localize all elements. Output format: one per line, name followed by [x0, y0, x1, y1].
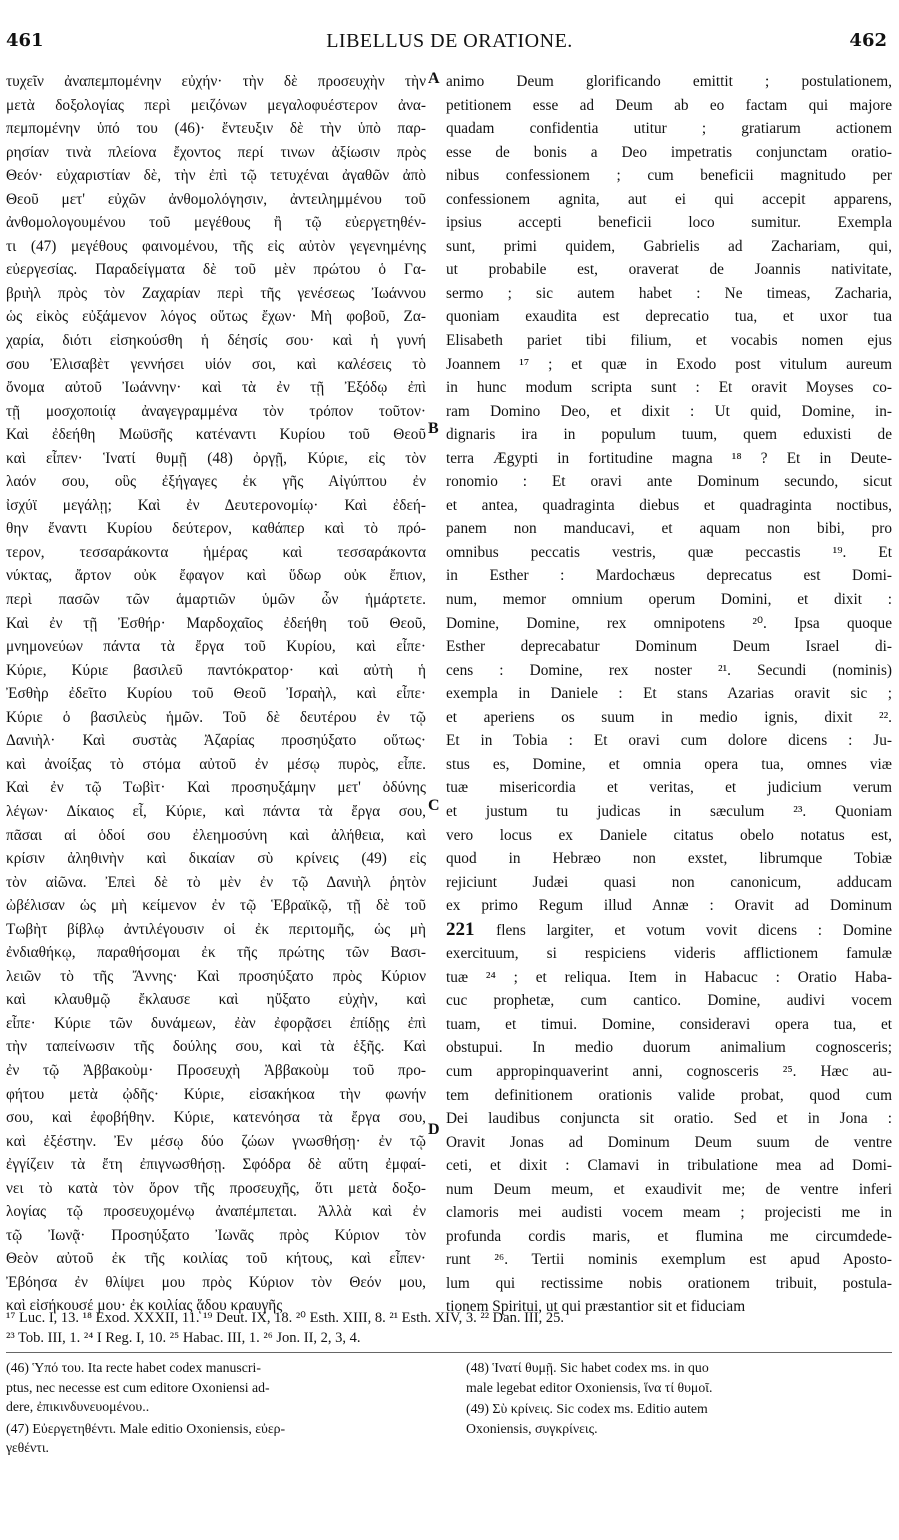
- latin-line: Oravit Jonas ad Dominum Deum suum de ventre: [446, 1133, 892, 1151]
- latin-line: panem non manducavi, et aquam non bibi, pro: [446, 520, 892, 538]
- greek-line: πᾶσαι αἱ ὁδοί σου ἐλεημοσύνη καὶ ἀλήθεια, καὶ: [6, 826, 426, 844]
- greek-line: σου Ἐλισαβὲτ γεννήσει υἱόν σοι, καὶ καλέσεις τὸ: [6, 355, 426, 373]
- greek-line: ἰσχύϊ μεγάλῃ; Καὶ ἐν Δευτερονομίῳ· Καὶ ἐδεή-: [6, 496, 426, 514]
- margin-letter-d: D: [428, 1121, 440, 1138]
- greek-line: Καὶ ἐν τῷ Τωβὶτ· Καὶ προσηυξάμην μετ' ὀδύνης: [6, 779, 426, 797]
- greek-line: σου, καὶ ἐφοβήθην. Κύριε, κατενόησα τὰ ἔργα σου,: [6, 1109, 426, 1127]
- greek-line: τῷ Ἰωνᾷ· Προσηύξατο Ἰωνᾶς πρὸς Κύριον τὸν: [6, 1226, 426, 1244]
- latin-column: [446, 70, 892, 1319]
- footnotes-right: [466, 1358, 892, 1440]
- latin-line: quoniam exaudita est deprecatio tua, et uxor tua: [446, 308, 892, 326]
- latin-line: sunt, primi quidem, Gabrielis ad Zachariam, qui,: [446, 237, 892, 255]
- latin-line: lum qui rectissime nobis orationem tribuit, postula-: [446, 1274, 892, 1292]
- latin-line: Et in Tobia : Et oravi cum dolore dicens : Ju-: [446, 732, 892, 750]
- footnote-line: (48) Ἱνατί θυμῇ. Sic habet codex ms. in quo: [466, 1360, 709, 1375]
- greek-line: Θεόν· εὐχαριστίαν δὲ, τὴν ἐπὶ τῷ τετυχέναι ἀγαθῶν ἀπὸ: [6, 167, 426, 185]
- latin-line: cum appropinquaverint anni, cognosceris ²⁵. Hæc au-: [446, 1062, 892, 1080]
- footnote-line: (47) Εὐεργετηθέντι. Male editio Oxoniensis, εὐερ-: [6, 1420, 286, 1436]
- latin-line: ram Domino Deo, et dixit : Ut quid, Domine, in-: [446, 402, 892, 420]
- latin-line: num Deum meum, et exaudivit me; de ventre inferi: [446, 1180, 892, 1198]
- latin-line: nibus confessionem ; cum beneficii magnitudo per: [446, 167, 892, 185]
- greek-line: λογίας τῷ προσευχομένῳ ἀναπέμπεται. Ἀλλὰ καὶ ἐν: [6, 1203, 426, 1221]
- latin-line: ronomio : Et oravi ante Dominum secundo, sicut: [446, 473, 892, 491]
- greek-line: Καὶ ἐν τῇ Ἐσθήρ· Μαρδοχαῖος ἐδεήθη τοῦ Θεοῦ,: [6, 614, 426, 632]
- footnotes-left: [6, 1358, 426, 1460]
- running-title: LIBELLUS DE ORATIONE.: [326, 30, 573, 52]
- footnote-line: Oxoniensis, συγκρίνεις.: [466, 1420, 598, 1436]
- greek-line: Ἐσθὴρ ἐδεῖτο Κυρίου τοῦ Θεοῦ Ἰσραὴλ, καὶ εἶπε·: [6, 685, 426, 703]
- greek-line: περὶ πασῶν τῶν ἁμαρτιῶν ὑμῶν ὧν ἡμάρτετε.: [6, 591, 426, 609]
- greek-line: πεμπομένην ὑπό του (46)· ἔντευξιν δὲ τὴν ὑπὸ παρ-: [6, 120, 426, 138]
- greek-line: καὶ κλαυθμῷ ἔκλαυσε καὶ ηὔξατο εὐχὴν, καὶ: [6, 991, 426, 1009]
- right-page-number: 462: [849, 30, 887, 51]
- latin-line: et antea, quadraginta diebus et quadraginta noctibus,: [446, 496, 892, 514]
- greek-line: θην ἔναντι Κυρίου δεύτερον, καθάπερ καὶ τὸ πρό-: [6, 520, 426, 538]
- latin-line: Dei laudibus conjuncta sit oratio. Sed et in Jona :: [446, 1110, 892, 1128]
- greek-line: Δανιὴλ· Καὶ συστὰς Ἀζαρίας προσηύξατο οὕτως·: [6, 732, 426, 750]
- latin-line: obstupui. In medio duorum animalium cognosceris;: [446, 1039, 892, 1057]
- greek-line: ὠβέλισαν ὡς μὴ κείμενον ἐν τῷ Ἑβραϊκῷ, τῇ δὲ τοῦ: [6, 897, 426, 915]
- greek-line: ἐνδιαθήκῳ, παραθήσομαι ἐκ τῆς πρώτης τῶν Βασι-: [6, 944, 426, 962]
- footnote-line: (49) Σὺ κρίνεις. Sic codex ms. Editio autem: [466, 1401, 708, 1416]
- latin-line: tionem Spiritui, ut qui præstantior sit et fiduciam: [446, 1298, 746, 1316]
- latin-line: dignaris ira in populum tuum, quem eduxisti de: [446, 426, 892, 444]
- latin-line: omnibus peccatis vestris, quæ peccastis ¹⁹. Et: [446, 543, 892, 561]
- latin-line: cuc prophetæ, cum cantico. Domine, audivi vocem: [446, 992, 892, 1010]
- latin-line: clamoris mei audisti vocem meam ; projecisti me in: [446, 1204, 892, 1222]
- greek-line: μετὰ δοξολογίας περὶ μειζόνων μεγαλοφυέστερον ἀνα-: [6, 96, 426, 114]
- latin-line: stus es, Domine, et omnia opera tua, omnes viæ: [446, 755, 892, 773]
- footnote-line: ptus, nec necesse est cum editore Oxoniensi ad-: [6, 1379, 270, 1395]
- latin-line: quadam confidentia utitur ; gratiarum actionem: [446, 120, 892, 138]
- footnote-line: (46) Ὑπό του. Ita recte habet codex manuscri-: [6, 1360, 261, 1375]
- latin-line: et justum tu judicas in sæculum ²³. Quoniam: [446, 802, 892, 820]
- latin-line: quod in Hebræo non exstet, librumque Tobiæ: [446, 850, 892, 868]
- greek-line: καὶ ἐξέστην. Ἐν μέσῳ δύο ζώων γνωσθήσῃ· ἐν τῷ: [6, 1132, 426, 1150]
- greek-line: ρησίαν τινὰ πλείονα ἔχοντος περί τινων ἀξίωσιν πρὸς: [6, 143, 426, 161]
- greek-line: λαόν σου, οὓς ἐξήγαγες ἐκ γῆς Αἰγύπτου ἐν: [6, 473, 426, 491]
- greek-line: καὶ ἀνοίξας τὸ στόμα αὐτοῦ ἐν μέσῳ πυρὸς, εἶπε.: [6, 755, 426, 773]
- latin-line: animo Deum glorificando emittit ; postulationem,: [446, 73, 892, 90]
- latin-line: ipsius accepti beneficii loco sumitur. Exempla: [446, 214, 892, 232]
- greek-line: Κύριε, Κύριε βασιλεῦ παντόκρατορ· καὶ αὐτὴ ἡ: [6, 661, 426, 679]
- latin-line: 221 flens largiter, et votum vovit dicens : Domine: [446, 918, 893, 940]
- greek-line: ὡς εἰκὸς εὐξάμενον λόγος οὕτως ἔχων· Μὴ φοβοῦ, Ζα-: [6, 308, 426, 326]
- greek-line: τι (47) μεγέθους φαινομένου, τῆς εἰς αὐτὸν γεγενημένης: [6, 237, 426, 255]
- greek-line: Ἐβόησα ἐν θλίψει μου πρὸς Κύριον τὸν Θεόν μου,: [6, 1273, 426, 1291]
- margin-letter-a: A: [428, 70, 440, 87]
- greek-line: Θεὸν αὐτοῦ ἐκ τῆς κοιλίας τοῦ κήτους, καὶ εἶπεν·: [6, 1250, 426, 1268]
- footnote: [6, 1419, 426, 1458]
- greek-line: Τωβὴτ βίβλῳ ἀντιλέγουσιν οἱ ἐκ περιτομῆς, ὡς μὴ: [6, 920, 426, 938]
- scripture-references: [6, 1308, 892, 1348]
- latin-line: tem definitionem orationis valide probat, quod cum: [446, 1086, 892, 1104]
- latin-line: in hunc modum scripta sunt : Et oravit Moyses co-: [446, 379, 892, 397]
- latin-line: confessionem agnita, aut ei qui accepit apparens,: [446, 190, 892, 208]
- margin-letter-b: B: [428, 420, 439, 437]
- footnote-line: γεθέντι.: [6, 1440, 50, 1455]
- greek-line: νύκτας, ἄρτον οὐκ ἔφαγον καὶ ὕδωρ οὐκ ἔπιον,: [6, 567, 426, 585]
- latin-line: ceti, et dixit : Clamavi in tribulatione mea ad Domi-: [446, 1157, 892, 1175]
- greek-line: τερον, τεσσαράκοντα ἡμέρας καὶ τεσσαράκοντα: [6, 543, 426, 561]
- latin-line: Esther deprecabatur Dominum Deum Israel di-: [446, 638, 892, 656]
- latin-line: in Esther : Mardochæus deprecatus est Domi-: [446, 567, 892, 585]
- greek-line: φήτου μετὰ ᾠδῆς· Κύριε, εἰσακήκοα τὴν φωνήν: [6, 1085, 426, 1103]
- greek-line: μνημονεύων πάντα τὰ ἔργα τοῦ Κυρίου, καὶ εἶπε·: [6, 638, 426, 656]
- latin-line: ut probabile est, oraverat de Joannis nativitate,: [446, 261, 892, 279]
- latin-line: tuæ misericordia et veritas, et judicium verum: [446, 779, 892, 797]
- latin-line: terra Ægypti in fortitudine magna ¹⁸ ? Et in Deute-: [446, 449, 892, 467]
- greek-line: χαρία, διότι εἰσηκούσθη ἡ δέησίς σου· καὶ ἡ γυνή: [6, 332, 426, 350]
- scripture-ref-line: ²³ Tob. III, 1. ²⁴ I Reg. I, 10. ²⁵ Habac. III, 1. ²⁶ Jon. II, 2, 3, 4.: [6, 1330, 361, 1346]
- latin-line: tuæ ²⁴ ; et reliqua. Item in Habacuc : Oratio Haba-: [446, 968, 892, 986]
- latin-line: num, memor omnium operum Domini, et dixit :: [446, 591, 892, 609]
- latin-line: vero locus ex Daniele citatus obelo notatus est,: [446, 826, 892, 844]
- greek-line: Θεοῦ μετ' εὐχῶν ἀνθομολόγησιν, ἀντειλημμένου τοῦ: [6, 190, 426, 208]
- greek-line: τὴν ταπείνωσιν τῆς δούλης σου, καὶ τὰ ἑξῆς. Καὶ: [6, 1038, 426, 1056]
- latin-line: exercituum, si respiciens videris afflictionem famulæ: [446, 945, 892, 963]
- greek-line: ἐγγίζειν τὰ ἔτη ἐπιγνωσθήσῃ. Σφόδρα δὲ αὕτη ἐμφαί-: [6, 1156, 426, 1174]
- latin-line: cens : Domine, rex noster ²¹. Secundi (nominis): [446, 661, 892, 679]
- page-header: [0, 30, 899, 56]
- greek-line: κρίσιν ἀληθινὴν καὶ δικαίαν σὺ κρίνεις (49) εἰς: [6, 850, 426, 868]
- greek-line: τῇ μοσχοποιίᾳ ἀναγεγραμμένα τὸν τρόπον τοῦτον·: [6, 402, 426, 420]
- greek-line: Κύριε ὁ βασιλεὺς ἡμῶν. Τοῦ δὲ δευτέρου ἐν τῷ: [6, 708, 426, 726]
- latin-line: ex primo Regum illud Annæ : Oravit ad Dominum: [446, 897, 892, 915]
- greek-line: ὄνομα αὐτοῦ Ἰωάννην· καὶ τὰ ἐν τῇ Ἐξόδῳ ἐπὶ: [6, 379, 426, 397]
- greek-column: [6, 70, 426, 1318]
- column-number: 221: [446, 918, 497, 940]
- greek-line: ἀνθομολογουμένου τοῦ μεγέθους ἢ τῷ εὐεργετηθέν-: [6, 214, 426, 232]
- latin-line: Domine, Domine, rex omnipotens ²⁰. Ipsa quoque: [446, 614, 892, 632]
- footnote: [466, 1358, 892, 1397]
- greek-line: καὶ εἰσήκουσέ μου· ἐκ κοιλίας ᾅδου κραυγῆς: [6, 1297, 283, 1315]
- latin-line: profunda cordis maris, et flumina me circumdede-: [446, 1227, 892, 1245]
- greek-line: εἶπε· Κύριε τῶν δυνάμεων, ἐὰν ἐφορᾷσει ἐπίδῃς ἐπὶ: [6, 1014, 426, 1032]
- margin-letter-c: C: [428, 797, 440, 814]
- latin-line: exempla in Daniele : Et stans Azarias oravit sic ;: [446, 685, 892, 703]
- latin-line: esse de bonis a Deo impetratis conjunctam oratio-: [446, 143, 892, 161]
- greek-line: ἐν τῷ Ἀββακοὺμ· Προσευχὴ Ἀββακοὺμ τοῦ προ-: [6, 1061, 426, 1079]
- greek-line: βριὴλ πρὸς τὸν Ζαχαρίαν περὶ τῆς γενέσεως Ἰωάννου: [6, 284, 426, 302]
- latin-line: et aperiens os suum in medio ignis, dixit ²².: [446, 708, 892, 726]
- latin-line: tuam, et timui. Domine, consideravi opera tua, et: [446, 1015, 892, 1033]
- latin-line: sermo ; sic autem habet : Ne timeas, Zacharia,: [446, 284, 892, 302]
- footnote: [466, 1399, 892, 1438]
- latin-line: rejiciunt Judæi quasi non canonicum, adducam: [446, 873, 892, 891]
- latin-line: runt ²⁶. Tertii nominis exemplum est apud Aposto-: [446, 1251, 892, 1269]
- greek-line: νει τὸ κατὰ τὸν ὅρον τῆς προσευχῆς, ὅτι μετὰ δοξο-: [6, 1179, 426, 1197]
- footnote: [6, 1358, 426, 1417]
- left-page-number: 461: [6, 30, 44, 51]
- greek-line: λέγων· Δίκαιος εἶ, Κύριε, καὶ πάντα τὰ ἔργα σου,: [6, 802, 426, 820]
- footnote-rule: [6, 1352, 892, 1353]
- latin-line: Elisabeth pariet tibi filium, et vocabis nomen ejus: [446, 332, 892, 350]
- greek-line: καὶ εἶπεν· Ἱνατί θυμῇ (48) ὀργῇ, Κύριε, εἰς τὸν: [6, 449, 426, 467]
- footnote-line: male legebat editor Oxoniensis, ἵνα τί θυμοῖ.: [466, 1379, 713, 1395]
- footnote-line: dere, ἐπικινδυνευομένου..: [6, 1399, 150, 1414]
- greek-line: τὸν αἰῶνα. Ἐπεὶ δὲ τὸ μὲν ἐν τῷ Δανιὴλ ῥητὸν: [6, 873, 426, 891]
- greek-line: λειῶν τὸ τῆς Ἄννης· Καὶ προσηύξατο πρὸς Κύριον: [6, 967, 426, 985]
- greek-line: εὐεργεσίας. Παραδείγματα δὲ τοῦ μὲν πρώτου ὁ Γα-: [6, 261, 426, 279]
- scripture-ref-line: ¹⁷ Luc. I, 13. ¹⁸ Exod. XXXII, 11. ¹⁹ Deut. IX, 18. ²⁰ Esth. XIII, 8. ²¹ Esth. XIV, 3. ²² Dan. III, 25.: [6, 1310, 564, 1326]
- latin-line: petitionem esse ad Deum ab eo factam qui majore: [446, 96, 892, 114]
- latin-line: Joannem ¹⁷ ; et quæ in Exodo post vitulum aureum: [446, 355, 892, 373]
- greek-line: τυχεῖν ἀναπεμπομένην εὐχήν· τὴν δὲ προσευχὴν τὴν: [6, 73, 426, 90]
- greek-line: Καὶ ἐδεήθη Μωϋσῆς κατέναντι Κυρίου τοῦ Θεοῦ: [6, 426, 426, 444]
